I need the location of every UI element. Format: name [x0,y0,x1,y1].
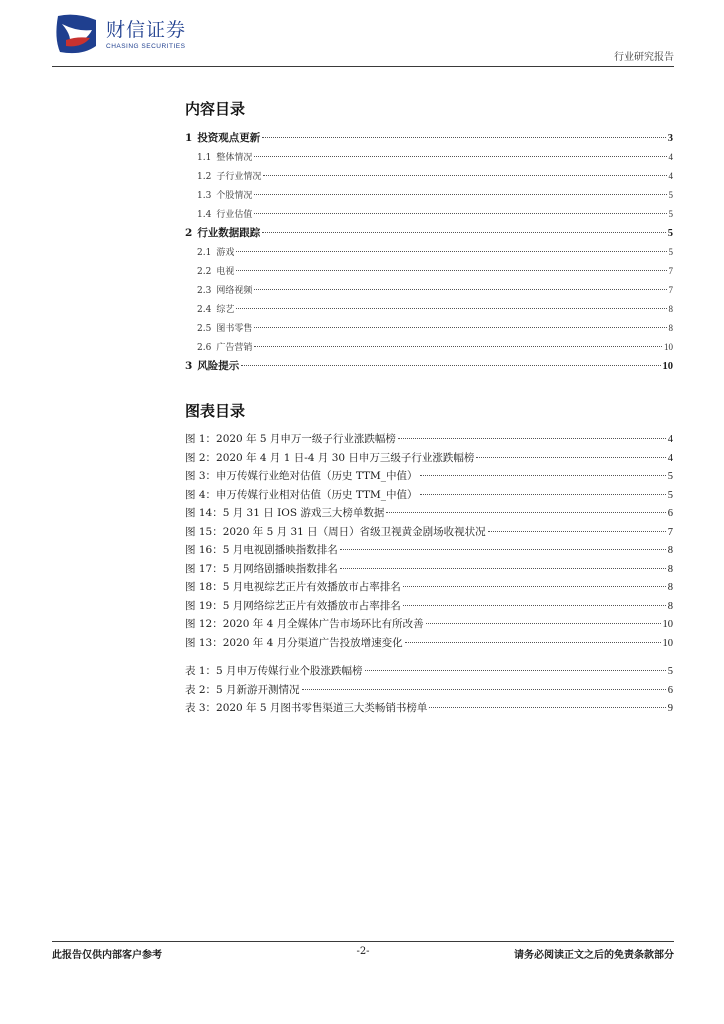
dot-leader [365,670,666,671]
dot-leader [262,232,665,233]
figure-list [185,430,673,652]
table-entry-page: 9 [667,703,673,714]
figure-entry[interactable] [185,560,673,579]
figure-entry-page: 8 [667,563,673,575]
dot-leader [254,213,666,214]
figure-entry[interactable] [185,523,673,542]
figure-entry[interactable] [185,449,673,468]
dot-leader [254,327,666,328]
toc-entry[interactable] [185,148,673,167]
figure-entry[interactable] [185,504,673,523]
toc-entry[interactable] [185,129,673,148]
figure-entry-page: 10 [662,619,673,630]
figure-entry-label: 图 19：5 月网络综艺正片有效播放市占率排名 [185,599,401,612]
table-entry[interactable] [185,681,673,700]
dot-leader [426,623,661,624]
toc-entry[interactable] [185,281,673,300]
table-list [185,662,673,718]
figure-entry-label: 图 12：2020 年 4 月全媒体广告市场环比有所改善 [185,618,424,630]
brand-name-en: CHASING SECURITIES [106,42,186,50]
dot-leader [398,438,666,439]
figure-entry-label: 图 15：2020 年 5 月 31 日（周日）省级卫视黄金剧场收视状况 [185,525,486,538]
toc-entry-page: 4 [668,171,673,181]
toc-entry-number: 2.2 [197,267,212,277]
figure-entry[interactable] [185,430,673,449]
toc-entry-page: 8 [668,304,673,314]
toc-entry-label: 图书零售 [216,324,253,334]
figure-entry[interactable] [185,615,673,634]
figure-entry-label: 图 16：5 月电视剧播映指数排名 [185,544,338,556]
dot-leader [420,475,666,476]
figure-entry[interactable] [185,467,673,486]
dot-leader [340,568,666,569]
toc-entry[interactable] [185,167,673,186]
figure-entry-page: 5 [667,489,673,501]
table-entry-label: 表 2：5 月新游开测情况 [185,683,300,696]
dot-leader [236,270,666,271]
dot-leader [241,365,660,366]
page-header [52,10,674,68]
page-number: -2- [356,946,370,957]
toc-entry-page: 7 [668,266,673,276]
figure-entry-page: 8 [667,582,673,593]
brand-logo [52,12,186,56]
dot-leader [403,586,666,587]
brand-name-cn: 财信证券 [106,18,187,41]
toc-entry-number: 1 [185,132,193,144]
toc-entry-page: 5 [668,190,673,200]
table-entry[interactable] [185,662,673,681]
figure-entry-label: 图 18：5 月电视综艺正片有效播放市占率排名 [185,581,401,593]
toc-entry-number: 3 [185,360,193,372]
toc-list [185,129,673,376]
figure-entry-label: 图 13：2020 年 4 月分渠道广告投放增速变化 [185,636,403,649]
figure-entry-label: 图 3：申万传媒行业绝对估值（历史 TTM_中值） [185,470,418,482]
figure-entry-label: 图 4：申万传媒行业相对估值（历史 TTM_中值） [185,488,418,501]
toc-entry-label: 行业估值 [216,210,253,220]
toc-entry-label: 广告营销 [216,343,253,353]
toc-entry-number: 2.3 [197,286,212,296]
toc-entry[interactable] [185,262,673,281]
toc-entry-page: 10 [664,342,673,352]
dot-leader [340,549,666,550]
toc-entry-label: 综艺 [216,305,235,315]
table-entry-label: 表 1：5 月申万传媒行业个股涨跌幅榜 [185,665,363,677]
toc-entry-label: 个股情况 [216,191,253,201]
toc-entry-number: 1.2 [197,172,212,182]
dot-leader [403,605,666,606]
dot-leader [488,531,666,532]
dot-leader [262,137,665,138]
dot-leader [236,251,666,252]
dot-leader [254,289,666,290]
figure-entry-page: 5 [667,471,673,482]
toc-entry[interactable] [185,224,673,243]
toc-entry-number: 2.6 [197,343,212,353]
header-divider [52,66,674,67]
dot-leader [263,175,666,176]
logo-emblem-icon [52,12,100,56]
toc-entry-number: 1.4 [197,210,212,220]
toc-entry-number: 2.5 [197,324,212,334]
figure-entry-label: 图 14：5 月 31 日 IOS 游戏三大榜单数据 [185,507,385,519]
toc-entry-label: 网络视频 [216,286,253,296]
toc-entry[interactable] [185,357,673,376]
dot-leader [254,156,666,157]
toc-entry-number: 2.4 [197,305,212,315]
dot-leader [476,457,665,458]
figure-entry-page: 10 [662,637,673,649]
figure-entry-page: 4 [667,452,673,464]
toc-entry-number: 1.3 [197,191,212,201]
toc-entry[interactable] [185,243,673,262]
table-entry-page: 5 [667,666,673,677]
document-type: 行业研究报告 [614,52,674,63]
table-entry[interactable] [185,699,673,718]
toc-entry-page: 5 [668,209,673,219]
figure-entry-label: 图 17：5 月网络剧播映指数排名 [185,562,338,575]
dot-leader [429,707,665,708]
toc-entry[interactable] [185,300,673,319]
dot-leader [254,346,662,347]
figures-title: 图表目录 [185,402,246,420]
toc-entry-page: 5 [667,228,673,239]
figure-entry[interactable] [185,541,673,560]
toc-entry-label: 风险提示 [197,360,240,372]
figure-entry-page: 4 [667,434,673,445]
toc-entry-label: 游戏 [216,248,235,258]
dot-leader [405,642,661,643]
dot-leader [254,194,666,195]
toc-entry-label: 整体情况 [216,153,253,163]
toc-entry-label: 行业数据跟踪 [197,227,261,239]
dot-leader [236,308,666,309]
toc-entry-number: 2 [185,227,193,239]
toc-entry-page: 10 [662,361,673,372]
toc-entry-label: 电视 [216,267,235,277]
footer-notice: 请务必阅读正文之后的免责条款部分 [514,950,674,961]
figure-entry-page: 8 [667,545,673,556]
toc-entry[interactable] [185,205,673,224]
toc-title: 内容目录 [185,100,246,118]
table-entry-label: 表 3：2020 年 5 月图书零售渠道三大类畅销书榜单 [185,702,428,714]
toc-entry[interactable] [185,186,673,205]
figure-entry-page: 8 [667,600,673,612]
toc-entry-label: 投资观点更新 [197,132,261,144]
figures-section [185,400,673,718]
figure-entry-page: 7 [667,526,673,538]
figure-entry-label: 图 1：2020 年 5 月申万一级子行业涨跌幅榜 [185,433,396,445]
figure-entry[interactable] [185,634,673,653]
figure-entry[interactable] [185,597,673,616]
toc-entry-page: 7 [668,285,673,295]
footer-divider [52,941,674,942]
toc-entry-page: 3 [667,133,673,144]
toc-section [185,98,673,376]
toc-entry-number: 2.1 [197,248,212,258]
toc-entry-page: 8 [668,323,673,333]
toc-entry-page: 5 [668,247,673,257]
figure-entry-label: 图 2：2020 年 4 月 1 日-4 月 30 日申万三级子行业涨跌幅榜 [185,451,475,464]
toc-entry[interactable] [185,319,673,338]
footer-disclaimer: 此报告仅供内部客户参考 [52,950,162,961]
dot-leader [420,494,666,495]
dot-leader [302,689,666,690]
figure-entry-page: 6 [667,508,673,519]
figure-entry[interactable] [185,578,673,597]
figure-entry[interactable] [185,486,673,505]
dot-leader [386,512,665,513]
toc-entry-label: 子行业情况 [216,172,262,182]
toc-entry-number: 1.1 [197,153,212,163]
toc-entry-page: 4 [668,152,673,162]
table-entry-page: 6 [667,684,673,696]
toc-entry[interactable] [185,338,673,357]
